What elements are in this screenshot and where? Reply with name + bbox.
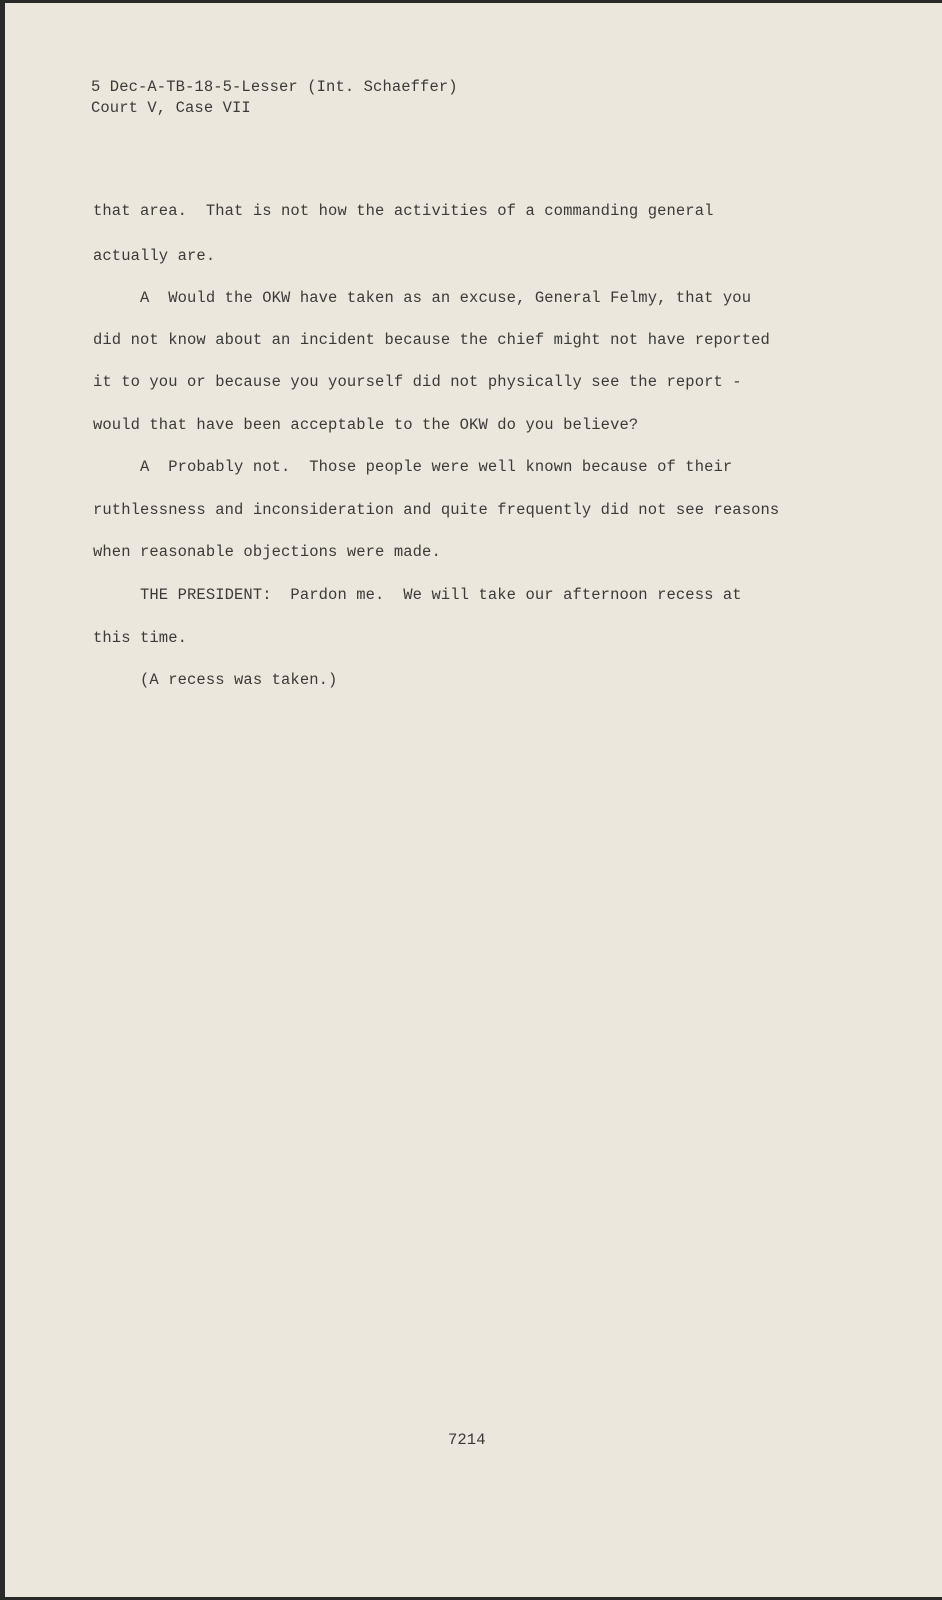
header-line-2: Court V, Case VII: [91, 99, 251, 117]
body-line: it to you or because you yourself did not physically see the report -: [93, 373, 742, 391]
body-line: THE PRESIDENT: Pardon me. We will take our afternoon recess at: [93, 586, 742, 604]
body-line: A Would the OKW have taken as an excuse, General Felmy, that you: [93, 289, 752, 307]
body-line: that area. That is not how the activities of a commanding general: [93, 202, 714, 220]
body-line: did not know about an incident because the chief might not have reported: [93, 331, 770, 349]
body-line: A Probably not. Those people were well known because of their: [93, 458, 733, 476]
body-line: this time.: [93, 629, 188, 647]
page-number: 7214: [448, 1431, 486, 1449]
body-line: would that have been acceptable to the OKW do you believe?: [93, 416, 639, 434]
body-line: actually are.: [93, 247, 216, 265]
body-line: ruthlessness and inconsideration and quite frequently did not see reasons: [93, 501, 780, 519]
body-line: when reasonable objections were made.: [93, 543, 441, 561]
document-page: [5, 3, 942, 1597]
body-line: (A recess was taken.): [93, 671, 338, 689]
header-line-1: 5 Dec-A-TB-18-5-Lesser (Int. Schaeffer): [91, 78, 458, 96]
